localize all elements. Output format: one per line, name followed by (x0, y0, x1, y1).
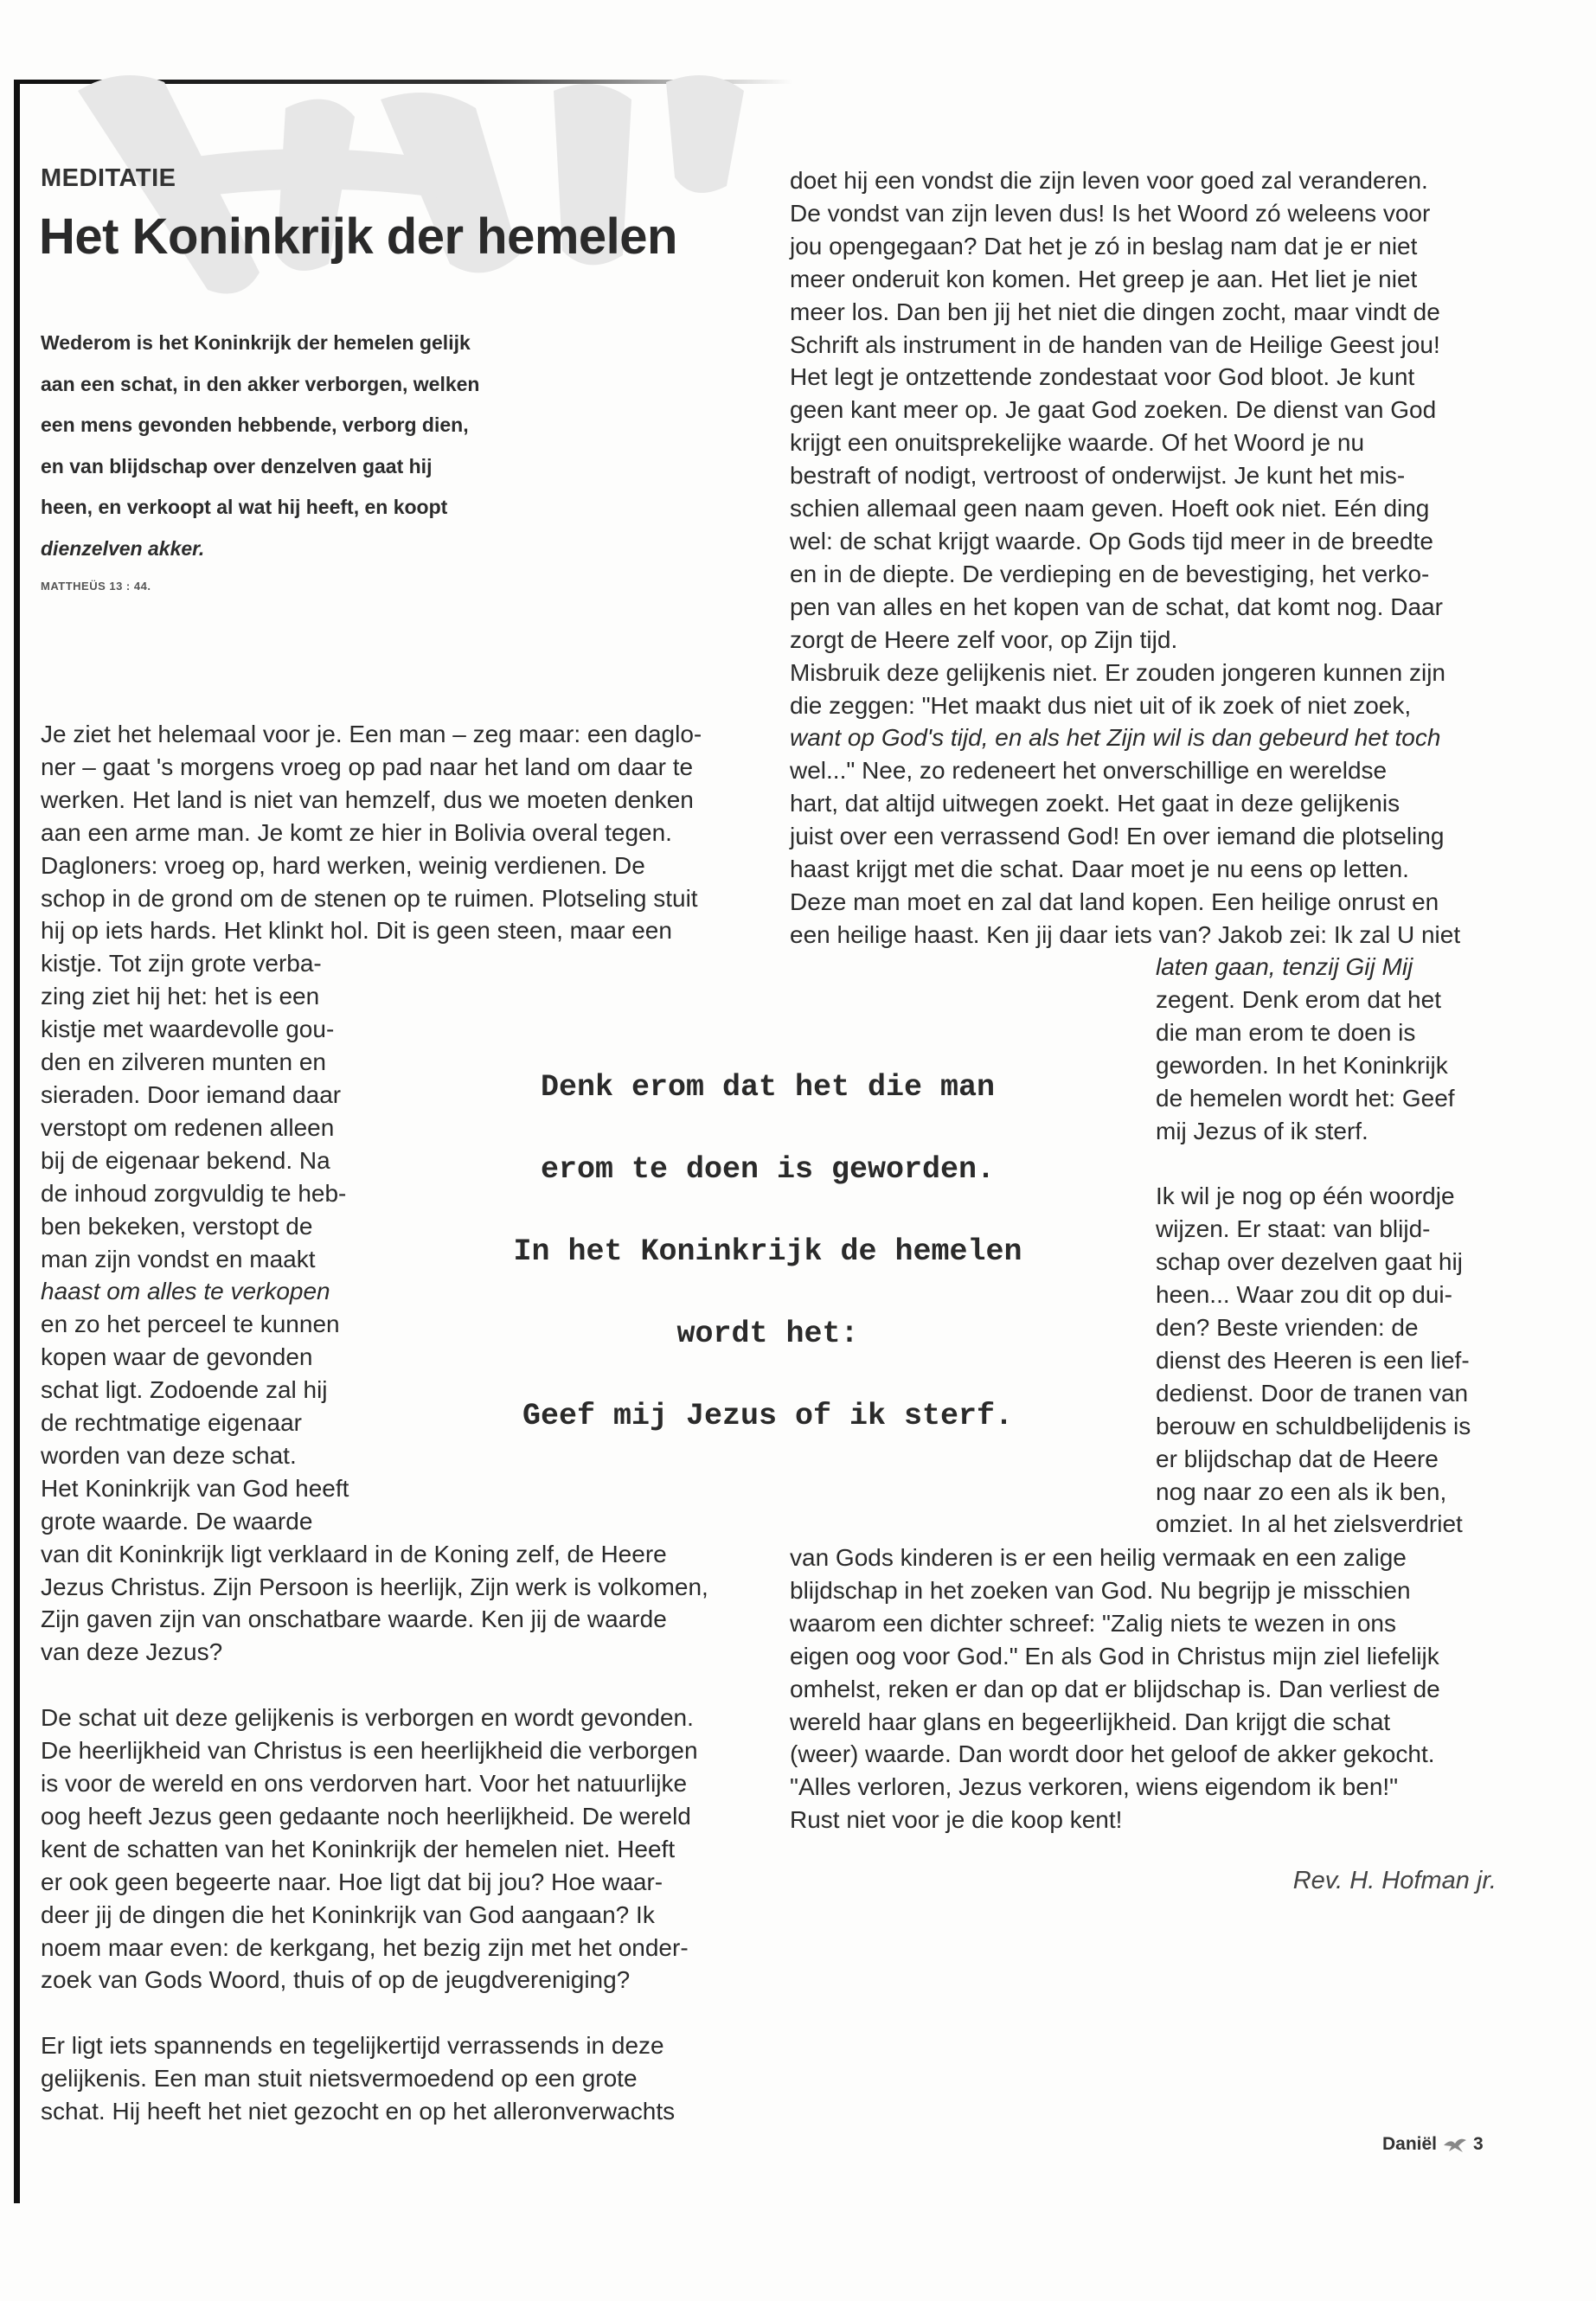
text-line: wijzen. Er staat: van blijd- (1156, 1215, 1431, 1243)
text-line: kistje met waardevolle gou- (41, 1016, 335, 1043)
text-line: is voor de wereld en ons verdorven hart. Voor het natuurlijke (41, 1770, 688, 1797)
text-line: blijdschap in het zoeken van God. Nu begrijp je misschien (790, 1576, 1411, 1604)
text-line: schat. Hij heeft het niet gezocht en op het alleronverwachts (41, 2098, 676, 2125)
text-line: deer jij de dingen die het Koninkrijk van God aangaan? Ik (41, 1900, 655, 1928)
text-line: van dit Koninkrijk ligt verklaard in de Koning zelf, de Heere (41, 1540, 667, 1567)
pull-quote-line: erom te doen is geworden. (540, 1152, 996, 1187)
text-line: zing ziet hij het: het is een (41, 983, 320, 1010)
text-line: Dagloners: vroeg op, hard werken, weinig verdienen. De (41, 851, 645, 879)
text-line: schap over dezelven gaat hij (1156, 1248, 1463, 1276)
text-line: schat ligt. Zodoende zal hij (41, 1376, 328, 1404)
text-line: hij op iets hards. Het klinkt hol. Dit is geen steen, maar een (41, 917, 672, 945)
text-line: dedienst. Door de tranen van (1156, 1379, 1469, 1407)
text-line: geen kant meer op. Je gaat God zoeken. De dienst van God (790, 396, 1437, 424)
text-line: juist over een verrassend God! En over iemand die plotseling (790, 823, 1445, 850)
bible-quote (41, 323, 525, 570)
text-line: bestraft of nodigt, vertroost of onderwijst. Je kunt het mis- (790, 462, 1406, 490)
text-line: meer onderuit kon komen. Het greep je aan. Het liet je niet (790, 265, 1418, 292)
text-line: die man erom te doen is (1156, 1018, 1416, 1046)
text-line: haast krijgt met die schat. Daar moet je nu eens op letten. (790, 856, 1409, 883)
text-line: oog heeft Jezus geen gedaante noch heerlijkheid. De wereld (41, 1802, 691, 1830)
page-footer (1382, 2134, 1484, 2155)
text-line: waarom een dichter schreef: "Zalig niets te wezen in ons (790, 1609, 1396, 1637)
pull-quote-line: wordt het: (676, 1317, 859, 1351)
quote-line: Wederom is het Koninkrijk der hemelen gelijk (41, 331, 471, 354)
text-line: Er ligt iets spannends en tegelijkertijd verrassends in deze (41, 2032, 664, 2060)
pull-quote (489, 1047, 1047, 1458)
pull-quote-line: Geef mij Jezus of ik sterf. (522, 1399, 1014, 1433)
text-line: sieraden. Door iemand daar (41, 1080, 342, 1108)
text-line: hart, dat altijd uitwegen zoekt. Het gaat in deze gelijkenis (790, 790, 1401, 817)
text-line: man zijn vondst en maakt (41, 1245, 316, 1272)
section-label: MEDITATIE (41, 164, 176, 192)
text-line: grote waarde. De waarde (41, 1507, 313, 1535)
text-line: Zijn gaven zijn van onschatbare waarde. Ken jij de waarde (41, 1606, 667, 1633)
text-line (41, 1669, 708, 1702)
text-line: nog naar zo een als ik ben, (1156, 1477, 1447, 1505)
text-line: omhelst, reken er dan op dat er blijdschap is. Dan verliest de (790, 1675, 1440, 1702)
text-line: kent de schatten van het Koninkrijk der hemelen niet. Heeft (41, 1835, 676, 1862)
pull-quote-line: Denk erom dat het die man (540, 1070, 996, 1105)
text-line: en in de diepte. De verdieping en de bevestiging, het verko- (790, 560, 1430, 587)
text-line: dienst des Heeren is een lief- (1156, 1346, 1470, 1374)
text-line: den? Beste vrienden: de (1156, 1313, 1419, 1341)
magazine-name: Daniël (1382, 2134, 1438, 2154)
text-line: wel..." Nee, zo redeneert het onverschillige en wereldse (790, 757, 1388, 785)
text-line: er blijdschap dat de Heere (1156, 1445, 1439, 1472)
text-line: ner – gaat 's morgens vroeg op pad naar het land om daar te (41, 753, 694, 780)
text-line: werken. Het land is niet van hemzelf, dus we moeten denken (41, 785, 694, 813)
right-column-side (1156, 951, 1471, 1541)
text-line: verstopt om redenen alleen (41, 1113, 335, 1141)
text-line: zoek van Gods Woord, thuis of op de jeugdvereniging? (41, 1966, 631, 1994)
text-line: Het legt je ontzettende zondestaat voor God bloot. Je kunt (790, 363, 1415, 391)
text-line: De heerlijkheid van Christus is een heerlijkheid die verborgen (41, 1737, 698, 1765)
text-line: want op God's tijd, en als het Zijn wil is dan gebeurd het toch (790, 724, 1441, 752)
text-line: van Gods kinderen is er een heilig vermaak en een zalige (790, 1544, 1407, 1571)
text-line: schop in de grond om de stenen op te ruimen. Plotseling stuit (41, 884, 698, 912)
quote-line: heen, en verkoopt al wat hij heeft, en koopt (41, 496, 448, 519)
text-line: (weer) waarde. Dan wordt door het geloof de akker gekocht. (790, 1740, 1435, 1768)
text-line: haast om alles te verkopen (41, 1278, 330, 1305)
text-line: Rust niet voor je die koop kent! (790, 1806, 1123, 1834)
text-line: omziet. In al het zielsverdriet (1156, 1510, 1463, 1538)
right-column-bottom (790, 1541, 1440, 1836)
text-line: schien allemaal geen naam geven. Hoeft ook niet. Eén ding (790, 495, 1430, 522)
text-line (1156, 1147, 1471, 1180)
text-line: jou opengegaan? Dat het je zó in beslag nam dat je er niet (790, 232, 1418, 260)
text-line: kistje. Tot zijn grote verba- (41, 950, 322, 977)
text-line: meer los. Dan ben jij het niet die dingen zocht, maar vindt de (790, 298, 1440, 325)
text-line: mij Jezus of ik sterf. (1156, 1117, 1368, 1144)
text-line: doet hij een vondst die zijn leven voor goed zal veranderen. (790, 167, 1428, 194)
text-line: Misbruik deze gelijkenis niet. Er zouden jongeren kunnen zijn (790, 658, 1445, 686)
right-column (790, 164, 1460, 952)
text-line: Ik wil je nog op één woordje (1156, 1183, 1455, 1210)
text-line: wel: de schat krijgt waarde. Op Gods tijd meer in de breedte (790, 527, 1433, 554)
pull-quote-line: In het Koninkrijk de hemelen (513, 1234, 1022, 1269)
text-line: gelijkenis. Een man stuit nietsvermoedend op een grote (41, 2065, 638, 2093)
quote-line: en van blijdschap over denzelven gaat hij (41, 454, 433, 478)
text-line: Jezus Christus. Zijn Persoon is heerlijk, Zijn werk is volkomen, (41, 1573, 708, 1600)
text-line: "Alles verloren, Jezus verkoren, wiens eigendom ik ben!" (790, 1773, 1399, 1801)
quote-line: aan een schat, in den akker verborgen, welken (41, 372, 480, 395)
quote-line: een mens gevonden hebbende, verborg dien, (41, 413, 469, 437)
text-line (41, 1997, 708, 2029)
text-line: een heilige haast. Ken jij daar iets van? Jakob zei: Ik zal U niet (790, 920, 1461, 948)
text-line: bij de eigenaar bekend. Na (41, 1146, 330, 1174)
text-line: den en zilveren munten en (41, 1048, 326, 1076)
text-line: de hemelen wordt het: Geef (1156, 1084, 1455, 1112)
text-line: Schrift als instrument in de handen van de Heilige Geest jou! (790, 330, 1440, 358)
text-line: krijgt een onuitsprekelijke waarde. Of het Woord je nu (790, 429, 1365, 457)
text-line: van deze Jezus? (41, 1638, 223, 1666)
text-line: en zo het perceel te kunnen (41, 1311, 340, 1338)
quote-reference: MATTHEÜS 13 : 44. (41, 580, 151, 593)
text-line: laten gaan, tenzij Gij Mij (1156, 953, 1413, 980)
text-line: De vondst van zijn leven dus! Is het Woord zó weleens voor (790, 199, 1431, 227)
text-line: wereld haar glans en begeerlijkheid. Dan krijgt die schat (790, 1708, 1391, 1735)
text-line: die zeggen: "Het maakt dus niet uit of ik zoek of niet zoek, (790, 691, 1412, 719)
text-line: ben bekeken, verstopt de (41, 1212, 313, 1240)
text-line: De schat uit deze gelijkenis is verborgen en wordt gevonden. (41, 1704, 694, 1732)
text-line: geworden. In het Koninkrijk (1156, 1051, 1448, 1079)
text-line: Het Koninkrijk van God heeft (41, 1474, 349, 1502)
text-line: Deze man moet en zal dat land kopen. Een heilige onrust en (790, 888, 1439, 915)
text-line: de inhoud zorgvuldig te heb- (41, 1179, 347, 1207)
text-line: eigen oog voor God." En als God in Christus mijn ziel liefelijk (790, 1642, 1439, 1670)
quote-line: dienzelven akker. (41, 536, 205, 560)
author-signature: Rev. H. Hofman jr. (1292, 1867, 1497, 1894)
page-edge (14, 80, 20, 2203)
text-line: zegent. Denk erom dat het (1156, 985, 1441, 1013)
dove-icon (1442, 2135, 1468, 2154)
article-title: Het Koninkrijk der hemelen (39, 208, 677, 265)
text-line: zorgt de Heere zelf voor, op Zijn tijd. (790, 625, 1178, 653)
page-number: 3 (1473, 2134, 1484, 2154)
text-line: aan een arme man. Je komt ze hier in Bolivia overal tegen. (41, 818, 672, 846)
text-line: er ook geen begeerte naar. Hoe ligt dat bij jou? Hoe waar- (41, 1868, 663, 1895)
text-line: Je ziet het helemaal voor je. Een man – zeg maar: een daglo- (41, 721, 702, 747)
text-line: pen van alles en het kopen van de schat, dat komt nog. Daar (790, 593, 1443, 620)
text-line: noem maar even: de kerkgang, het bezig zijn met het onder- (41, 1933, 689, 1961)
text-line: worden van deze schat. (41, 1441, 297, 1469)
text-line: de rechtmatige eigenaar (41, 1409, 302, 1437)
text-line: kopen waar de gevonden (41, 1343, 313, 1371)
text-line: berouw en schuldbelijdenis is (1156, 1412, 1471, 1439)
text-line: heen... Waar zou dit op dui- (1156, 1281, 1452, 1309)
